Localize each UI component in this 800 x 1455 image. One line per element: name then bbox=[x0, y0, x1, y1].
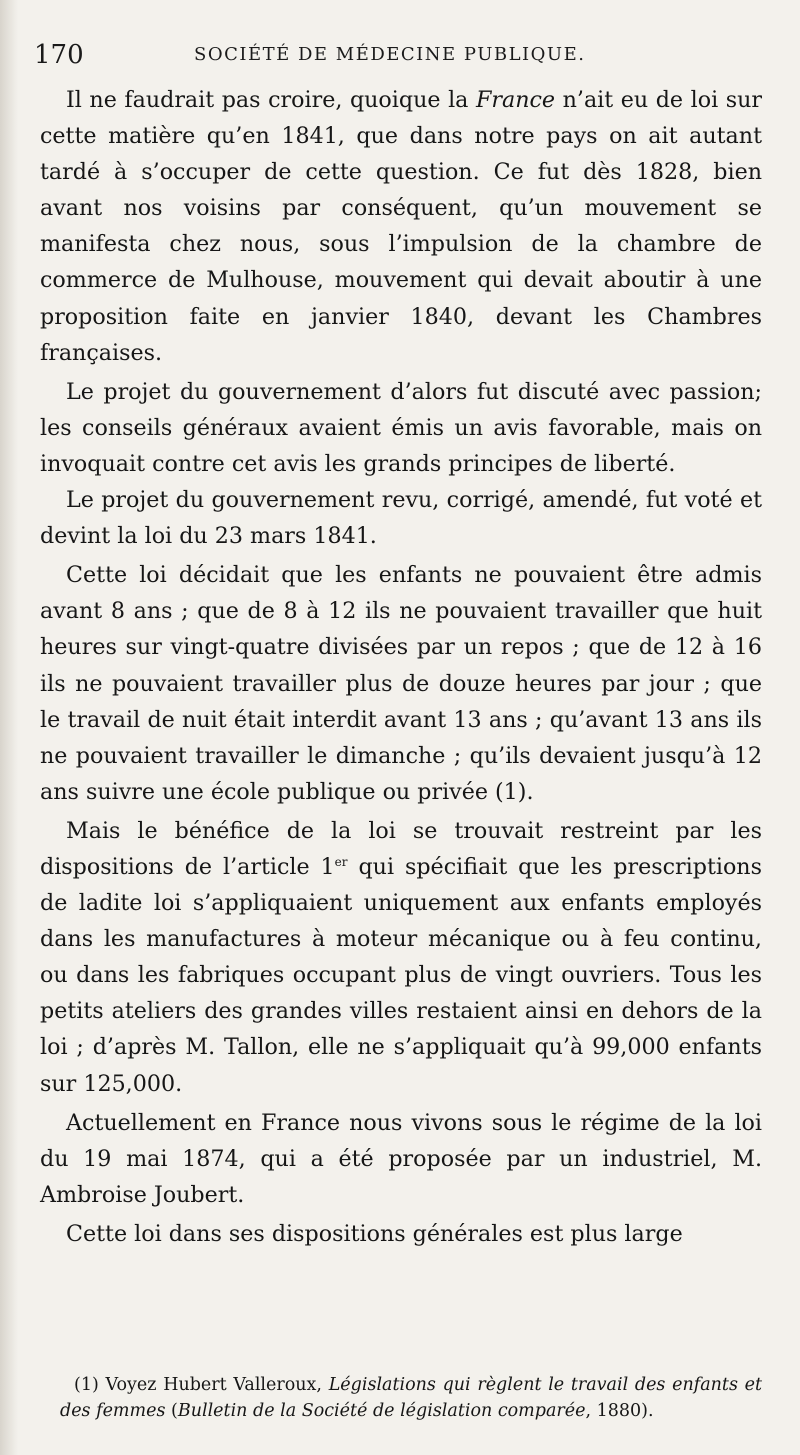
paragraph-3: Le projet du gouvernement revu, corrigé, amendé, fut voté et devint la loi du 23 mars 1841. bbox=[40, 487, 762, 550]
running-head: SOCIÉTÉ DE MÉDECINE PUBLIQUE. bbox=[194, 44, 586, 65]
body-text bbox=[40, 82, 762, 1252]
footnote-title-italic: Législations qui règlent le travail des enfants et des femmes bbox=[60, 1375, 762, 1421]
footnote-text-e: , 1880). bbox=[585, 1401, 654, 1421]
paragraph-1 bbox=[40, 82, 762, 371]
paragraph-5 bbox=[40, 813, 762, 1102]
footnote-1 bbox=[60, 1372, 762, 1424]
paragraph-7: Cette loi dans ses dispositions générales est plus large bbox=[66, 1220, 683, 1247]
paragraph-5-text-a: Mais le bénéfice de la loi se trouvait restreint par les dispositions de l’article 1 bbox=[40, 817, 762, 880]
page-number: 170 bbox=[34, 40, 84, 70]
paragraph-5-superscript: er bbox=[334, 854, 348, 869]
paragraph-2: Le projet du gouvernement d’alors fut discuté avec passion; les conseils généraux avaient émis un avis favorable, mais on invoquait contre cet avis les grands principes de liberté. bbox=[40, 378, 762, 477]
paragraph-1-text-a: Il ne faudrait pas croire, quoique la bbox=[66, 87, 476, 113]
paragraph-1-text-c: n’ait eu de loi sur cette matière qu’en 1841, que dans notre pays on ait autant tardé à s’occuper de cette question. Ce fut dès 1828, bien avant nos voisins par conséquent, qu’un mouvement se manifesta chez nous, sous l’impulsion de la chambre de commerce de Mulhouse, mouvement qui devait aboutir à une proposition faite en janvier 1840, devant les Chambres françaises. bbox=[40, 87, 763, 366]
footnote-bulletin-italic: Bulletin de la Société de législation comparée bbox=[177, 1401, 586, 1421]
footnote-text-a: (1) Voyez Hubert Valleroux, bbox=[74, 1375, 329, 1395]
paragraph-1-italic-france: France bbox=[475, 87, 556, 113]
footnote-text-c: ( bbox=[165, 1401, 178, 1421]
paragraph-4: Cette loi décidait que les enfants ne pouvaient être admis avant 8 ans ; que de 8 à 12 ils ne pouvaient travailler que huit heures sur vingt-quatre divisées par un repos ; que de 12 à 16 ils ne pouvaient travailler plus de douze heures par jour ; que le travail de nuit était interdit avant 13 ans ; qu’avant 13 ans ils ne pouvaient travailler le dimanche ; qu’ils devaient jusqu’à 12 ans suivre une école publique ou privée (1). bbox=[40, 562, 762, 805]
footnote bbox=[60, 1372, 762, 1424]
paragraph-6: Actuellement en France nous vivons sous le régime de la loi du 19 mai 1874, qui a été proposée par un industriel, M. Ambroise Joubert. bbox=[40, 1109, 762, 1208]
paragraph-5-text-b: qui spécifiait que les prescriptions de ladite loi s’appliquaient uniquement aux enfants employés dans les manufactures à moteur mécanique ou à feu continu, ou dans les fabriques occupant plus de vingt ouvriers. Tous les petits ateliers des grandes villes restaient ainsi en dehors de la loi ; d’après M. Tallon, elle ne s’appliquait qu’à 99,000 enfants sur 125,000. bbox=[40, 853, 762, 1097]
page-header bbox=[34, 36, 774, 76]
